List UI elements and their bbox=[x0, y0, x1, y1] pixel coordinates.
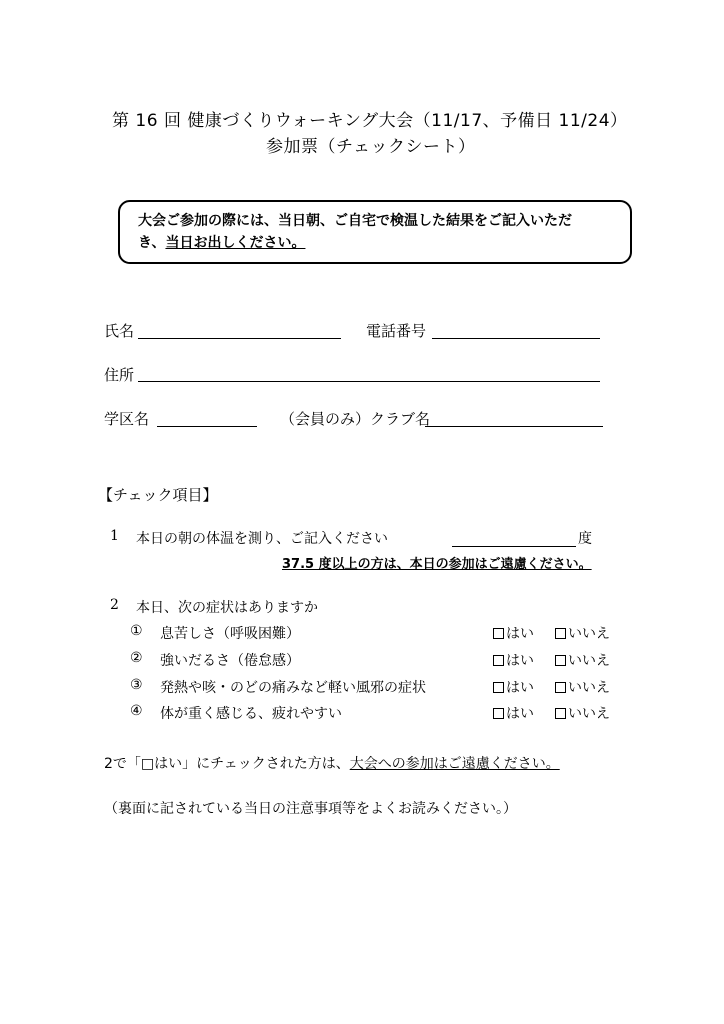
symptom-text: 体が重く感じる、疲れやすい bbox=[160, 706, 342, 722]
no-label: いいえ bbox=[568, 680, 610, 696]
q2-text: 本日、次の症状はありますか bbox=[136, 600, 318, 616]
symptom-num: ④ bbox=[130, 703, 143, 719]
yes-label: はい bbox=[506, 706, 534, 722]
symptom-yes-checkbox[interactable] bbox=[493, 703, 534, 723]
q1-warning: 37.5 度以上の方は、本日の参加はご遠慮ください。 bbox=[282, 557, 592, 572]
club-field[interactable] bbox=[425, 426, 603, 427]
checkbox-icon bbox=[555, 655, 566, 666]
checkbox-icon bbox=[555, 682, 566, 693]
notice-line1: 大会ご参加の際には、当日朝、ご自宅で検温した結果をご記入いただ bbox=[138, 213, 572, 229]
symptom-yes-checkbox[interactable] bbox=[493, 650, 534, 670]
footer-prefix: 2で「□はい」にチェックされた方は、 bbox=[104, 756, 350, 772]
club-label: （会員のみ）クラブ名 bbox=[280, 410, 431, 428]
symptom-text: 息苦しさ（呼吸困難） bbox=[160, 626, 300, 642]
symptom-text: 強いだるさ（倦怠感） bbox=[160, 653, 300, 669]
footer-underlined-a: 大会への参加 bbox=[349, 756, 434, 772]
checkbox-icon bbox=[493, 682, 504, 693]
q1-number: 1 bbox=[110, 528, 119, 544]
notice-line2-underlined: 当日お出しください。 bbox=[165, 235, 306, 251]
no-label: いいえ bbox=[568, 626, 610, 642]
address-field[interactable] bbox=[138, 381, 600, 382]
phone-label: 電話番号 bbox=[366, 322, 427, 340]
symptom-yes-checkbox[interactable] bbox=[493, 677, 534, 697]
name-field[interactable] bbox=[138, 338, 341, 339]
symptom-no-checkbox[interactable] bbox=[555, 703, 610, 723]
symptom-no-checkbox[interactable] bbox=[555, 650, 610, 670]
checkbox-icon bbox=[493, 628, 504, 639]
q1-unit: 度 bbox=[578, 531, 592, 547]
footer-line1 bbox=[104, 753, 560, 773]
checkbox-icon bbox=[555, 628, 566, 639]
document-subtitle: 参加票（チェックシート） bbox=[266, 137, 476, 157]
yes-label: はい bbox=[506, 626, 534, 642]
checkbox-icon bbox=[493, 655, 504, 666]
symptom-num: ② bbox=[130, 650, 143, 666]
yes-label: はい bbox=[506, 680, 534, 696]
symptom-yes-checkbox[interactable] bbox=[493, 623, 534, 643]
document-title: 第 16 回 健康づくりウォーキング大会（11/17、予備日 11/24） bbox=[112, 111, 628, 131]
footer-line2: （裏面に記されている当日の注意事項等をよくお読みください。） bbox=[104, 801, 517, 817]
symptom-num: ① bbox=[130, 623, 143, 639]
checkbox-icon bbox=[493, 708, 504, 719]
symptom-no-checkbox[interactable] bbox=[555, 677, 610, 697]
q1-text: 本日の朝の体温を測り、ご記入ください bbox=[136, 531, 388, 547]
temperature-field[interactable] bbox=[452, 546, 576, 547]
check-section-heading: 【チェック項目】 bbox=[98, 486, 218, 504]
no-label: いいえ bbox=[568, 706, 610, 722]
symptom-no-checkbox[interactable] bbox=[555, 623, 610, 643]
notice-line2-prefix: き、 bbox=[138, 235, 166, 251]
symptom-num: ③ bbox=[130, 677, 143, 693]
symptom-text: 発熱や咳・のどの痛みなど軽い風邪の症状 bbox=[160, 680, 426, 696]
checkbox-icon bbox=[555, 708, 566, 719]
school-district-field[interactable] bbox=[157, 426, 257, 427]
phone-field[interactable] bbox=[432, 338, 600, 339]
address-label: 住所 bbox=[104, 366, 135, 384]
name-label: 氏名 bbox=[104, 322, 135, 340]
school-district-label: 学区名 bbox=[104, 410, 150, 428]
yes-label: はい bbox=[506, 653, 534, 669]
q2-number: 2 bbox=[110, 597, 119, 613]
footer-underlined-b: はご遠慮ください。 bbox=[433, 756, 560, 772]
no-label: いいえ bbox=[568, 653, 610, 669]
notice-box bbox=[118, 200, 632, 264]
notice-text bbox=[138, 210, 618, 254]
